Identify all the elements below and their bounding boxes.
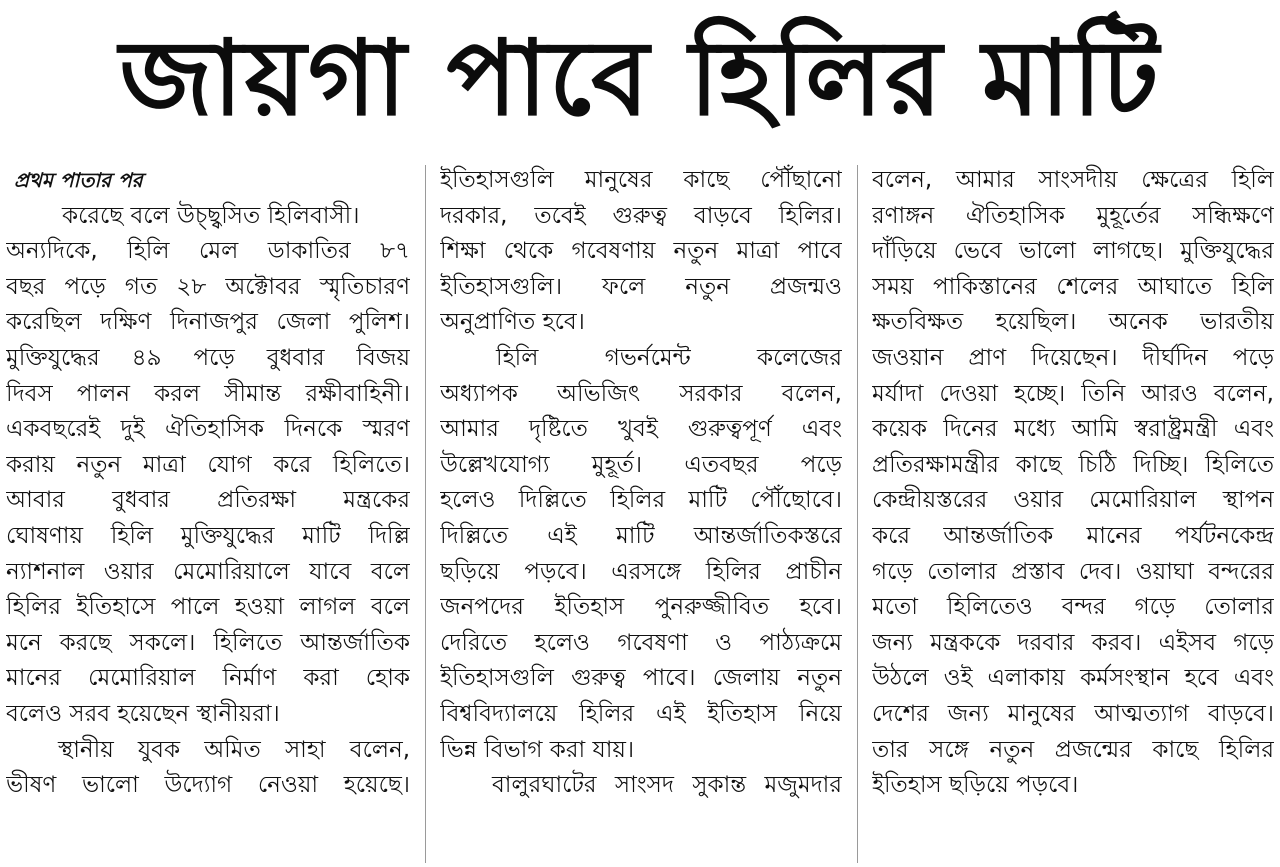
paragraph-line: একবছরেই দুই ঐতিহাসিক দিনকে স্মরণ [6,416,410,443]
paragraph-line: দেরিতে হলেও গবেষণা ও পাঠ্যক্রমে [440,629,842,656]
paragraph-line: বালুরঘাটের সাংসদ সুকান্ত মজুমদার [492,772,842,799]
paragraph-line: ছড়িয়ে পড়বে। এরসঙ্গে হিলির প্রাচীন [440,558,842,585]
paragraph-line: ইতিহাসগুলি গুরুত্ব পাবে। জেলায় নতুন [440,665,842,692]
paragraph-line: মনে করছে সকলে। হিলিতে আন্তর্জাতিক [6,629,410,656]
paragraph-line: মর্যাদা দেওয়া হচ্ছে। তিনি আরও বলেন, [872,380,1274,407]
paragraph-line: শিক্ষা থেকে গবেষণায় নতুন মাত্রা পাবে [440,238,842,265]
paragraph-line: কেন্দ্রীয়স্তরের ওয়ার মেমোরিয়াল স্থাপন [872,487,1274,514]
paragraph-line: প্রতিরক্ষামন্ত্রীর কাছে চিঠি দিচ্ছি। হিলিতে [872,451,1274,478]
paragraph-line: অনুপ্রাণিত হবে। [440,309,585,336]
headline: জায়গা পাবে হিলির মাটি [119,17,1161,139]
continuation-kicker: প্রথম পাতার পর [14,168,143,192]
paragraph-line: ইতিহাস ছড়িয়ে পড়বে। [872,772,1079,799]
paragraph-line: ইতিহাসগুলি। ফলে নতুন প্রজন্মও [440,273,842,300]
paragraph-line: তার সঙ্গে নতুন প্রজন্মের কাছে হিলির [872,736,1274,763]
paragraph-line: রণাঙ্গন ঐতিহাসিক মুহূর্তের সন্ধিক্ষণে [872,202,1274,229]
paragraph-line: ঘোষণায় হিলি মুক্তিযুদ্ধের মাটি দিল্লি [6,522,410,549]
paragraph-line: জন্য মন্ত্রককে দরবার করব। এইসব গড়ে [872,629,1274,656]
paragraph-line: হলেও দিল্লিতে হিলির মাটি পৌঁছোবে। [440,487,842,514]
article-column-2 [440,163,842,863]
paragraph-line: করে আন্তর্জাতিক মানের পর্যটনকেন্দ্র [872,522,1274,549]
paragraph-line: জনপদের ইতিহাস পুনরুজ্জীবিত হবে। [440,594,842,621]
paragraph-line: দেশের জন্য মানুষের আত্মত্যাগ বাড়বে। [872,700,1274,727]
paragraph-line: উঠলে ওই এলাকায় কর্মসংস্থান হবে এবং [872,665,1274,692]
paragraph-line: বলেও সরব হয়েছেন স্থানীয়রা। [6,700,280,727]
article-column-1 [6,163,410,863]
paragraph-line: বিশ্ববিদ্যালয়ে হিলির এই ইতিহাস নিয়ে [440,700,842,727]
paragraph-line: কয়েক দিনের মধ্যে আমি স্বরাষ্ট্রমন্ত্রী এবং [872,416,1274,443]
article-column-3 [872,163,1274,863]
paragraph-line: ইতিহাসগুলি মানুষের কাছে পৌঁছানো [440,167,842,193]
paragraph-line: বছর পড়ে গত ২৮ অক্টোবর স্মৃতিচারণ [6,273,410,300]
paragraph-line: করেছে বলে উচ্ছ্বসিত হিলিবাসী। [62,202,360,229]
paragraph-line: ভিন্ন বিভাগ করা যায়। [440,736,635,763]
paragraph-line: দাঁড়িয়ে ভেবে ভালো লাগছে। মুক্তিযুদ্ধের [872,238,1274,265]
paragraph-line: করেছিল দক্ষিণ দিনাজপুর জেলা পুলিশ। [6,309,410,336]
paragraph-line: ক্ষতবিক্ষত হয়েছিল। অনেক ভারতীয় [872,309,1274,336]
paragraph-line: হিলির ইতিহাসে পালে হওয়া লাগল বলে [6,594,410,621]
paragraph-line: হিলি গভর্নমেন্ট কলেজের [496,344,842,371]
paragraph-line: গড়ে তোলার প্রস্তাব দেব। ওয়াঘা বন্দরের [872,558,1274,585]
paragraph-line: দরকার, তবেই গুরুত্ব বাড়বে হিলির। [440,202,842,229]
paragraph-line: আবার বুধবার প্রতিরক্ষা মন্ত্রকের [6,487,410,514]
column-divider [857,165,858,863]
paragraph-line: জওয়ান প্রাণ দিয়েছেন। দীর্ঘদিন পড়ে [872,344,1274,371]
paragraph-line: উল্লেখযোগ্য মুহূর্ত। এতবছর পড়ে [440,451,842,478]
paragraph-line: ভীষণ ভালো উদ্যোগ নেওয়া হয়েছে। [6,772,410,799]
column-divider [425,165,426,863]
paragraph-line: ন্যাশনাল ওয়ার মেমোরিয়ালে যাবে বলে [6,558,410,585]
paragraph-line: মুক্তিযুদ্ধের ৪৯ পড়ে বুধবার বিজয় [6,344,410,371]
paragraph-line: করায় নতুন মাত্রা যোগ করে হিলিতে। [6,451,410,478]
paragraph-line: মানের মেমোরিয়াল নির্মাণ করা হোক [6,665,410,692]
paragraph-line: অধ্যাপক অভিজিৎ সরকার বলেন, [440,380,842,407]
paragraph-line: মতো হিলিতেও বন্দর গড়ে তোলার [872,594,1274,621]
paragraph-line: দিল্লিতে এই মাটি আন্তর্জাতিকস্তরে [440,522,842,549]
paragraph-line: সময় পাকিস্তানের শেলের আঘাতে হিলি [872,273,1274,300]
paragraph-line: আমার দৃষ্টিতে খুবই গুরুত্বপূর্ণ এবং [440,416,842,443]
paragraph-line: স্থানীয় যুবক অমিত সাহা বলেন, [58,736,410,763]
paragraph-line: বলেন, আমার সাংসদীয় ক্ষেত্রের হিলি [872,167,1274,193]
paragraph-line: অন্যদিকে, হিলি মেল ডাকাতির ৮৭ [6,238,410,265]
paragraph-line: দিবস পালন করল সীমান্ত রক্ষীবাহিনী। [6,380,410,407]
